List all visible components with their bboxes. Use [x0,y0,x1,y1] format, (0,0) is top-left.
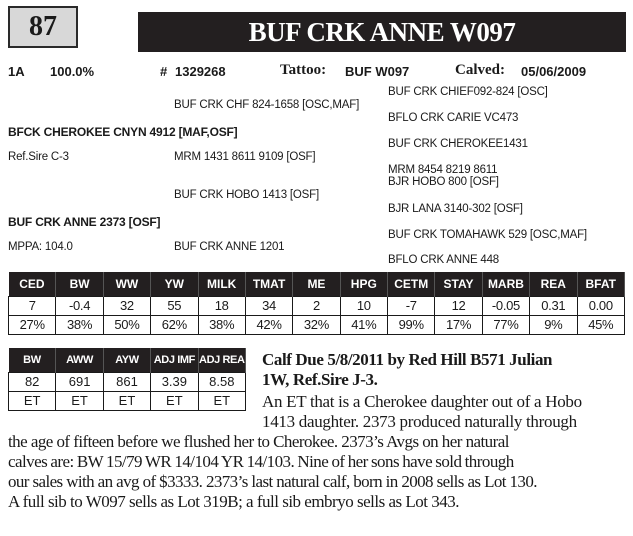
actual-header: ADJ IMF [151,348,198,372]
epd-accuracy: 38% [198,315,245,334]
actual-source: ET [151,391,198,410]
actual-source-row [9,391,246,410]
epd-accuracy: 9% [530,315,577,334]
description-line: A full sib to W097 sells as Lot 319B; a full sib embryo sells as Lot 343. [8,492,459,511]
epd-accuracy: 50% [103,315,150,334]
actual-value-row [9,372,246,391]
epd-value: 10 [340,296,387,315]
epd-header-row [9,272,625,296]
pedigree-sire-sire-sire: BUF CRK CHIEF092-824 [OSC] [388,86,548,98]
epd-accuracy: 38% [56,315,103,334]
pedigree-sire-sire-dam: BFLO CRK CARIE VC473 [388,112,519,124]
calved-date: 05/06/2009 [521,64,587,79]
actual-header: ADJ REA [198,348,245,372]
actual-value: 8.58 [198,372,245,391]
percentage: 100.0% [50,64,95,79]
epd-accuracy-row [9,315,625,334]
pedigree-sire-sire: BUF CRK CHF 824-1658 [OSC,MAF] [174,99,360,111]
epd-header: YW [151,272,198,296]
pedigree-dam-dam-dam: BFLO CRK ANNE 448 [388,254,500,266]
pedigree-sire: BFCK CHEROKEE CNYN 4912 [MAF,OSF] [8,125,238,139]
actual-header: BW [9,348,56,372]
epd-value: -0.05 [482,296,529,315]
epd-header: ME [293,272,340,296]
actual-header: AYW [103,348,150,372]
pedigree-dam-sire-sire: BJR HOBO 800 [OSF] [388,176,499,188]
lot-number: 87 [8,6,78,48]
epd-accuracy: 27% [9,315,56,334]
epd-accuracy: 41% [340,315,387,334]
epd-header: CETM [388,272,435,296]
epd-header: BW [56,272,103,296]
epd-value: 32 [103,296,150,315]
calved-label: Calved: [455,62,505,78]
registration-number: 1329268 [175,64,226,79]
actual-source: ET [9,391,56,410]
pedigree-dam-sire: BUF CRK HOBO 1413 [OSF] [174,189,319,201]
epd-header: MARB [482,272,529,296]
actual-value: 861 [103,372,150,391]
actual-source: ET [56,391,103,410]
description-line: our sales with an avg of $3333. 2373’s last natural calf, born in 2008 sells as Lot 130. [8,472,537,491]
epd-accuracy: 42% [245,315,292,334]
epd-header: TMAT [245,272,292,296]
actual-measurements-table [8,348,246,411]
epd-header: STAY [435,272,482,296]
epd-header: HPG [340,272,387,296]
ref-sire: Ref.Sire C-3 [8,151,69,163]
epd-value: 0.00 [577,296,625,315]
pedigree-dam-dam-sire: BUF CRK TOMAHAWK 529 [OSC,MAF] [388,229,587,241]
epd-accuracy: 99% [388,315,435,334]
description-line: 1413 daughter. 2373 produced naturally through [262,412,577,431]
epd-accuracy: 17% [435,315,482,334]
epd-value: 0.31 [530,296,577,315]
epd-value: 7 [9,296,56,315]
epd-accuracy: 77% [482,315,529,334]
epd-accuracy: 62% [151,315,198,334]
description-line: An ET that is a Cherokee daughter out of a Hobo [262,392,582,411]
tattoo-label: Tattoo: [280,62,327,78]
epd-header: MILK [198,272,245,296]
pedigree-sire-dam-sire: BUF CRK CHEROKEE1431 [388,138,528,150]
animal-name-title: BUF CRK ANNE W097 [138,12,626,52]
epd-value: 18 [198,296,245,315]
epd-value: -7 [388,296,435,315]
epd-accuracy: 32% [293,315,340,334]
epd-header: REA [530,272,577,296]
pedigree-dam: BUF CRK ANNE 2373 [OSF] [8,215,161,229]
actual-value: 691 [56,372,103,391]
epd-value: 2 [293,296,340,315]
actual-header-row [9,348,246,372]
pedigree-sire-dam: MRM 1431 8611 9109 [OSF] [174,151,316,163]
description-line: the age of fifteen before we flushed her to Cherokee. 2373’s Avgs on her natural [8,432,509,451]
description-line: calves are: BW 15/79 WR 14/104 YR 14/103. Nine of her sons have sold through [8,452,514,471]
pedigree-dam-sire-dam: BJR LANA 3140-302 [OSF] [388,203,523,215]
pedigree-dam-dam: BUF CRK ANNE 1201 [174,241,285,253]
actual-value: 82 [9,372,56,391]
calf-due-line-2: 1W, Ref.Sire J-3. [262,370,378,389]
actual-source: ET [103,391,150,410]
actual-source: ET [198,391,245,410]
epd-value: 55 [151,296,198,315]
calf-due-line-1: Calf Due 5/8/2011 by Red Hill B571 Julian [262,350,553,369]
tattoo-value: BUF W097 [345,64,410,79]
actual-header: AWW [56,348,103,372]
epd-value: -0.4 [56,296,103,315]
pedigree-sire-dam-dam: MRM 8454 8219 8611 [388,164,498,176]
epd-accuracy: 45% [577,315,625,334]
epd-header: WW [103,272,150,296]
mppa: MPPA: 104.0 [8,241,73,253]
epd-header: CED [9,272,56,296]
epd-value: 12 [435,296,482,315]
epd-value-row [9,296,625,315]
actual-value: 3.39 [151,372,198,391]
epd-table [8,272,625,335]
epd-value: 34 [245,296,292,315]
reg-symbol: # [160,64,168,79]
epd-header: BFAT [577,272,625,296]
registration-type: 1A [8,64,25,79]
